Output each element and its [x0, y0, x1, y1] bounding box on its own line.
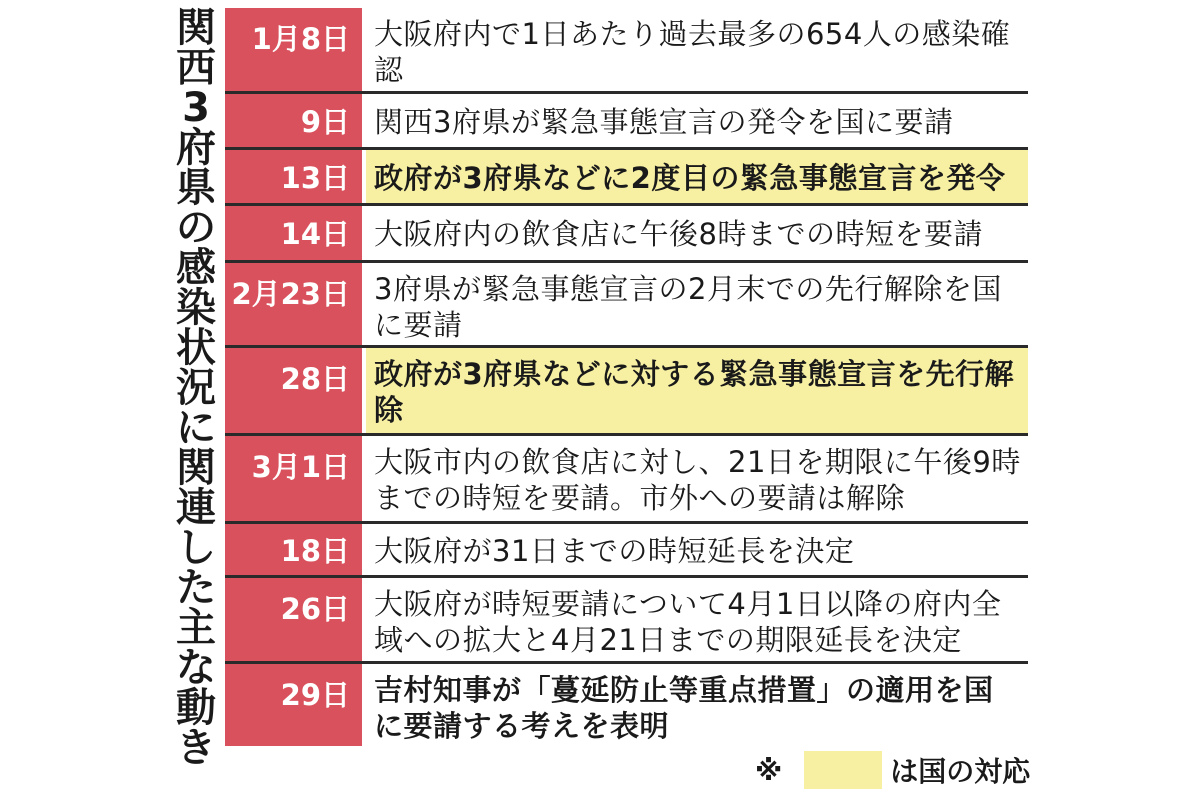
timeline-row	[225, 578, 1028, 664]
row-event: 大阪府内の飲食店に午後8時までの時短を要請	[374, 217, 983, 251]
timeline-row	[225, 263, 1028, 348]
vertical-title	[170, 5, 222, 771]
row-event: 大阪府内で1日あたり過去最多の654人の感染確認	[374, 17, 1011, 87]
row-date: 13日	[225, 150, 366, 203]
row-date: 2月23日	[225, 263, 366, 345]
legend	[755, 748, 1030, 792]
title-char: き	[176, 725, 216, 771]
title-char: 関	[176, 5, 216, 51]
timeline-row	[225, 94, 1028, 150]
title-char: な	[176, 645, 216, 691]
title-char: 感	[176, 245, 216, 291]
title-char: 主	[176, 605, 216, 651]
title-char: 連	[176, 485, 216, 531]
timeline-table	[225, 8, 1028, 746]
legend-text: は国の対応	[890, 755, 1031, 788]
row-event-government: 政府が3府県などに2度目の緊急事態宣言を発令	[366, 150, 1028, 203]
row-event: 大阪府が31日までの時短延長を決定	[374, 534, 855, 568]
row-date: 3月1日	[225, 436, 366, 521]
timeline-row	[225, 8, 1028, 94]
row-date: 9日	[225, 94, 366, 147]
row-event-government: 政府が3府県などに対する緊急事態宣言を先行解除	[366, 348, 1028, 433]
title-char: 染	[176, 285, 216, 331]
row-date: 1月8日	[225, 8, 366, 91]
title-char: た	[176, 565, 216, 611]
title-char: 況	[176, 365, 216, 411]
row-date: 14日	[225, 206, 366, 260]
title-char: の	[176, 205, 216, 251]
title-char: 西	[176, 45, 216, 91]
title-char: に	[176, 405, 216, 451]
title-char: 関	[176, 445, 216, 491]
title-char: 状	[176, 325, 216, 371]
timeline-row	[225, 436, 1028, 524]
title-char: 県	[176, 165, 216, 211]
title-char: 動	[176, 685, 216, 731]
row-event: 関西3府県が緊急事態宣言の発令を国に要請	[374, 105, 954, 139]
title-char: 府	[176, 125, 216, 171]
timeline-row	[225, 348, 1028, 436]
title-char: 3	[182, 85, 210, 131]
row-date: 28日	[225, 348, 366, 433]
row-event: 吉村知事が「蔓延防止等重点措置」の適用を国に要請する考えを表明	[374, 673, 994, 743]
row-event: 大阪市内の飲食店に対し、21日を期限に午後9時までの時短を要請。市外への要請は解除	[374, 445, 1021, 515]
title-char: し	[176, 525, 216, 571]
note-mark: ※	[755, 753, 783, 787]
row-event: 大阪府が時短要請について4月1日以降の府内全域への拡大と4月21日までの期限延長を決定	[374, 587, 1002, 657]
row-date: 26日	[225, 578, 366, 661]
timeline-row	[225, 524, 1028, 578]
timeline-row	[225, 664, 1028, 746]
row-date: 29日	[225, 664, 366, 746]
timeline-row	[225, 150, 1028, 206]
legend-highlight-swatch	[804, 751, 882, 789]
row-event: 3府県が緊急事態宣言の2月末での先行解除を国に要請	[374, 272, 1002, 342]
row-date: 18日	[225, 524, 366, 575]
timeline-row	[225, 206, 1028, 263]
